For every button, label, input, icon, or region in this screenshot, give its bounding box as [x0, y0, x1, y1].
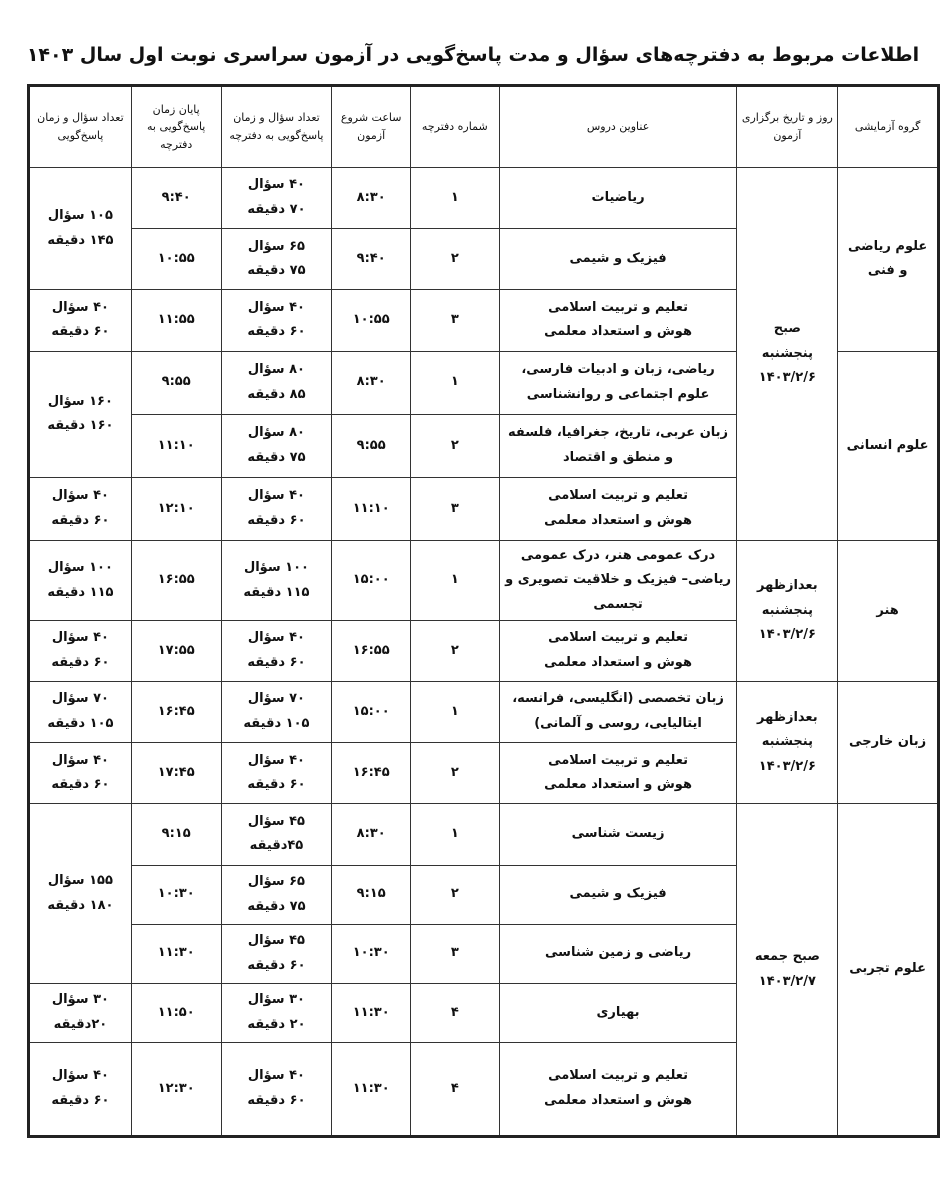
booklet-cell: ۱ [410, 351, 499, 414]
course-cell: زبان عربی، تاریخ، جغرافیا، فلسفه و منطق و اقتصاد [499, 414, 737, 477]
end-cell: ۱۶:۴۵ [131, 682, 221, 743]
end-cell: ۹:۴۰ [131, 168, 221, 229]
start-cell: ۱۰:۳۰ [332, 924, 411, 983]
total-cell: ۱۰۵ سؤال ۱۴۵ دقیقه [29, 168, 132, 290]
booklet-cell: ۲ [410, 865, 499, 924]
end-cell: ۱۱:۱۰ [131, 414, 221, 477]
group-lang: زبان خارجی [838, 682, 939, 804]
start-cell: ۱۱:۳۰ [332, 983, 411, 1042]
course-cell: درک عمومی هنر، درک عمومی ریاضی– فیزیک و خلاقیت تصویری و تجسمی [499, 541, 737, 621]
start-cell: ۱۵:۰۰ [332, 541, 411, 621]
header-booklet: شماره دفترچه [410, 86, 499, 168]
table-row [29, 804, 939, 865]
date-thursday-afternoon: بعدازظهر پنجشنبه ۱۴۰۳/۲/۶ [737, 541, 838, 682]
table-row [29, 682, 939, 743]
course-cell: تعلیم و تربیت اسلامی هوش و استعداد معلمی [499, 620, 737, 681]
start-cell: ۱۶:۴۵ [332, 743, 411, 804]
header-count: تعداد سؤال و زمان پاسخ‌گویی به دفترچه [221, 86, 332, 168]
total-cell: ۴۰ سؤال ۶۰ دقیقه [29, 290, 132, 351]
booklet-cell: ۲ [410, 743, 499, 804]
header-end: پایان زمان پاسخ‌گویی به دفترچه [131, 86, 221, 168]
end-cell: ۱۱:۳۰ [131, 924, 221, 983]
start-cell: ۹:۴۰ [332, 229, 411, 290]
header-courses: عناوین دروس [499, 86, 737, 168]
course-cell: زبان تخصصی (انگلیسی، فرانسه، ایتالیایی، روسی و آلمانی) [499, 682, 737, 743]
count-cell: ۴۰ سؤال ۶۰ دقیقه [221, 478, 332, 541]
count-cell: ۴۰ سؤال ۶۰ دقیقه [221, 1043, 332, 1137]
count-cell: ۷۰ سؤال ۱۰۵ دقیقه [221, 682, 332, 743]
end-cell: ۱۰:۳۰ [131, 865, 221, 924]
booklet-cell: ۱ [410, 541, 499, 621]
group-math: علوم ریاضی و فنی [838, 168, 939, 352]
page-title: اطلاعات مربوط به دفترچه‌های سؤال و مدت پاسخ‌گویی در آزمون سراسری نوبت اول سال ۱۴۰۳ [26, 44, 920, 66]
course-cell: فیزیک و شیمی [499, 229, 737, 290]
course-cell: تعلیم و تربیت اسلامی هوش و استعداد معلمی [499, 290, 737, 351]
start-cell: ۹:۱۵ [332, 865, 411, 924]
booklet-cell: ۱ [410, 682, 499, 743]
booklet-cell: ۳ [410, 290, 499, 351]
count-cell: ۴۰ سؤال ۷۰ دقیقه [221, 168, 332, 229]
total-cell: ۴۰ سؤال ۶۰ دقیقه [29, 743, 132, 804]
header-row [29, 86, 939, 168]
total-cell: ۷۰ سؤال ۱۰۵ دقیقه [29, 682, 132, 743]
start-cell: ۸:۳۰ [332, 168, 411, 229]
start-cell: ۸:۳۰ [332, 804, 411, 865]
total-cell: ۴۰ سؤال ۶۰ دقیقه [29, 620, 132, 681]
group-art: هنر [838, 541, 939, 682]
end-cell: ۱۲:۱۰ [131, 478, 221, 541]
count-cell: ۴۵ سؤال ۶۰ دقیقه [221, 924, 332, 983]
end-cell: ۱۱:۵۰ [131, 983, 221, 1042]
table-row [29, 168, 939, 229]
booklet-cell: ۴ [410, 1043, 499, 1137]
total-cell: ۴۰ سؤال ۶۰ دقیقه [29, 1043, 132, 1137]
count-cell: ۴۰ سؤال ۶۰ دقیقه [221, 620, 332, 681]
date-thursday-morning: صبح پنجشنبه ۱۴۰۳/۲/۶ [737, 168, 838, 541]
course-cell: فیزیک و شیمی [499, 865, 737, 924]
total-cell: ۴۰ سؤال ۶۰ دقیقه [29, 478, 132, 541]
count-cell: ۴۵ سؤال ۴۵دقیقه [221, 804, 332, 865]
start-cell: ۱۵:۰۰ [332, 682, 411, 743]
booklet-cell: ۱ [410, 168, 499, 229]
count-cell: ۴۰ سؤال ۶۰ دقیقه [221, 743, 332, 804]
booklet-cell: ۳ [410, 478, 499, 541]
end-cell: ۱۷:۴۵ [131, 743, 221, 804]
end-cell: ۱۰:۵۵ [131, 229, 221, 290]
total-cell: ۱۰۰ سؤال ۱۱۵ دقیقه [29, 541, 132, 621]
header-group: گروه آزمایشی [838, 86, 939, 168]
group-exp: علوم تجربی [838, 804, 939, 1137]
course-cell: تعلیم و تربیت اسلامی هوش و استعداد معلمی [499, 743, 737, 804]
booklet-cell: ۴ [410, 983, 499, 1042]
booklet-cell: ۲ [410, 229, 499, 290]
course-cell: ریاضی و زمین شناسی [499, 924, 737, 983]
date-friday-morning: صبح جمعه ۱۴۰۳/۲/۷ [737, 804, 838, 1137]
course-cell: ریاضی، زبان و ادبیات فارسی، علوم اجتماعی و روانشناسی [499, 351, 737, 414]
course-cell: تعلیم و تربیت اسلامی هوش و استعداد معلمی [499, 478, 737, 541]
end-cell: ۱۱:۵۵ [131, 290, 221, 351]
count-cell: ۶۵ سؤال ۷۵ دقیقه [221, 865, 332, 924]
course-cell: زیست شناسی [499, 804, 737, 865]
booklet-cell: ۳ [410, 924, 499, 983]
booklet-cell: ۲ [410, 620, 499, 681]
count-cell: ۸۰ سؤال ۸۵ دقیقه [221, 351, 332, 414]
course-cell: ریاضیات [499, 168, 737, 229]
start-cell: ۱۰:۵۵ [332, 290, 411, 351]
end-cell: ۹:۵۵ [131, 351, 221, 414]
group-human: علوم انسانی [838, 351, 939, 541]
count-cell: ۳۰ سؤال ۲۰ دقیقه [221, 983, 332, 1042]
total-cell: ۱۵۵ سؤال ۱۸۰ دقیقه [29, 804, 132, 984]
total-cell: ۳۰ سؤال ۲۰دقیقه [29, 983, 132, 1042]
date-thursday-afternoon-lang: بعدازظهر پنجشنبه ۱۴۰۳/۲/۶ [737, 682, 838, 804]
end-cell: ۱۲:۳۰ [131, 1043, 221, 1137]
booklet-cell: ۱ [410, 804, 499, 865]
header-date: روز و تاریخ برگزاری آزمون [737, 86, 838, 168]
start-cell: ۱۱:۱۰ [332, 478, 411, 541]
header-start: ساعت شروع آزمون [332, 86, 411, 168]
count-cell: ۸۰ سؤال ۷۵ دقیقه [221, 414, 332, 477]
total-cell: ۱۶۰ سؤال ۱۶۰ دقیقه [29, 351, 132, 477]
course-cell: تعلیم و تربیت اسلامی هوش و استعداد معلمی [499, 1043, 737, 1137]
booklet-cell: ۲ [410, 414, 499, 477]
start-cell: ۹:۵۵ [332, 414, 411, 477]
end-cell: ۹:۱۵ [131, 804, 221, 865]
start-cell: ۱۶:۵۵ [332, 620, 411, 681]
table-row [29, 541, 939, 621]
exam-schedule-table [27, 84, 940, 1138]
count-cell: ۱۰۰ سؤال ۱۱۵ دقیقه [221, 541, 332, 621]
start-cell: ۸:۳۰ [332, 351, 411, 414]
end-cell: ۱۶:۵۵ [131, 541, 221, 621]
header-total: تعداد سؤال و زمان پاسخ‌گویی [29, 86, 132, 168]
count-cell: ۴۰ سؤال ۶۰ دقیقه [221, 290, 332, 351]
course-cell: بهیاری [499, 983, 737, 1042]
count-cell: ۶۵ سؤال ۷۵ دقیقه [221, 229, 332, 290]
start-cell: ۱۱:۳۰ [332, 1043, 411, 1137]
end-cell: ۱۷:۵۵ [131, 620, 221, 681]
